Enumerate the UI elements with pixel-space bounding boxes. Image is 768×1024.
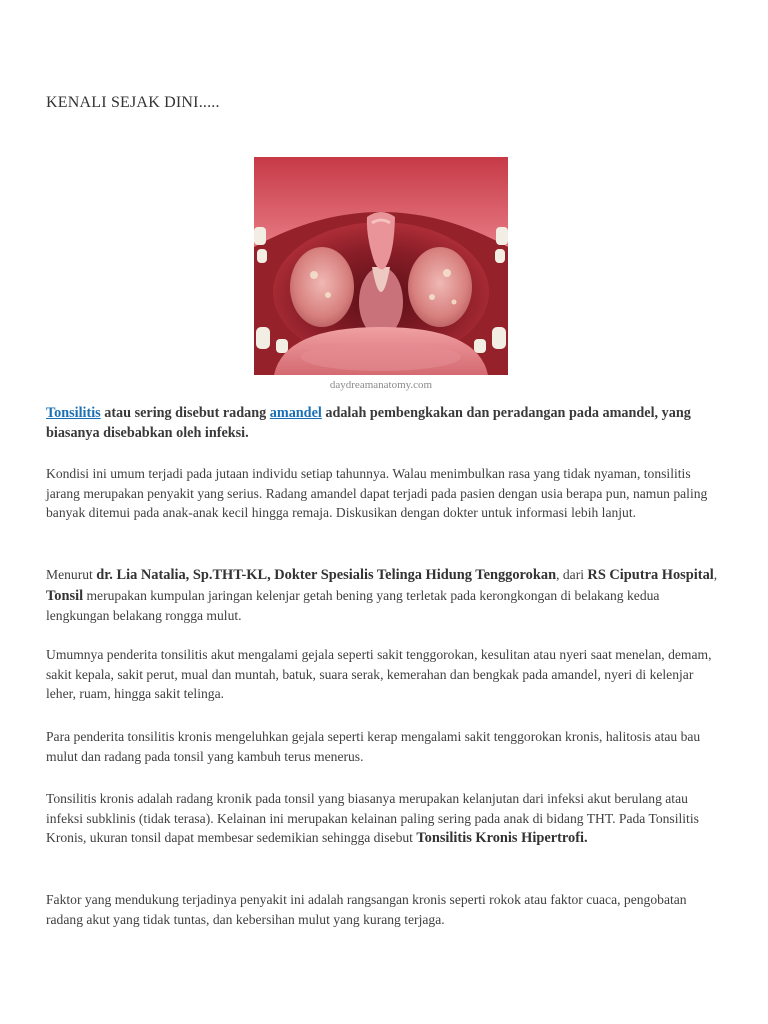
paragraph-6: Faktor yang mendukung terjadinya penyakit ini adalah rangsangan kronis seperti rokok atau faktor cuaca, pengobatan radang akut yang tidak tuntas, dan kebersihan mulut yang kurang terjaga. [46, 892, 687, 927]
para2-doctor-name: dr. Lia Natalia, Sp.THT-KL, Dokter Spesialis Telinga Hidung Tenggorokan [96, 567, 557, 583]
para2-text-3: , [713, 567, 718, 582]
para2-tonsil: Tonsil [46, 587, 84, 604]
para2-text-2: , dari [556, 567, 588, 582]
para5-text-1: Tonsilitis kronis adalah radang kronik pada tonsil yang biasanya merupakan kelanjutan dari infeksi akut berulang atau infeksi subklinis (tidak terasa). Kelainan ini merupakan kelainan paling sering pada anak di bidang THT. Pada Tonsilitis Kronis, ukuran tonsil dapat membesar sedemikian sehingga disebut [46, 791, 699, 845]
figure [254, 157, 508, 391]
paragraph-1: Kondisi ini umum terjadi pada jutaan individu setiap tahunnya. Walau menimbulkan rasa yang tidak nyaman, tonsilitis jarang merupakan penyakit yang serius. Radang amandel dapat terjadi pada pasien dengan usia berapa pun, namun paling banyak ditemui pada anak-anak kecil hingga remaja. Diskusikan dengan dokter untuk informasi lebih lanjut. [46, 466, 708, 520]
page-title: KENALI SEJAK DINI..... [46, 94, 220, 111]
amandel-link[interactable]: amandel [269, 405, 322, 421]
figure-caption: daydreamanatomy.com [329, 379, 433, 391]
paragraph-3: Umumnya penderita tonsilitis akut mengalami gejala seperti sakit tenggorokan, kesulitan atau nyeri saat menelan, demam, sakit kepala, sakit perut, mual dan muntah, batuk, suara serak, kemerahan dan bengkak pada amandel, nyeri di kelenjar leher, ruam, hingga sakit telinga. [46, 647, 712, 701]
lead-text-1: atau sering disebut radang [100, 405, 270, 421]
lead-text-2: adalah pembengkakan dan peradangan pada amandel, yang biasanya disebabkan oleh infeksi. [46, 405, 691, 441]
throat-photo [254, 157, 508, 375]
lead-paragraph [46, 403, 722, 443]
para2-hospital: RS Ciputra Hospital [587, 567, 714, 583]
tonsilitis-link[interactable]: Tonsilitis [46, 405, 101, 421]
para5-bold-term: Tonsilitis Kronis Hipertrofi. [416, 830, 588, 846]
paragraph-4: Para penderita tonsilitis kronis mengeluhkan gejala seperti kerap mengalami sakit tenggorokan kronis, halitosis atau bau mulut dan radang pada tonsil yang kambuh terus menerus. [46, 729, 701, 764]
paragraph-2 [46, 565, 722, 626]
para2-text-4: merupakan kumpulan jaringan kelenjar getah bening yang terletak pada kerongkongan di belakang kedua lengkungan belakang rongga mulut. [46, 587, 660, 623]
para2-text-1: Menurut [46, 567, 97, 582]
paragraph-5 [46, 789, 722, 849]
